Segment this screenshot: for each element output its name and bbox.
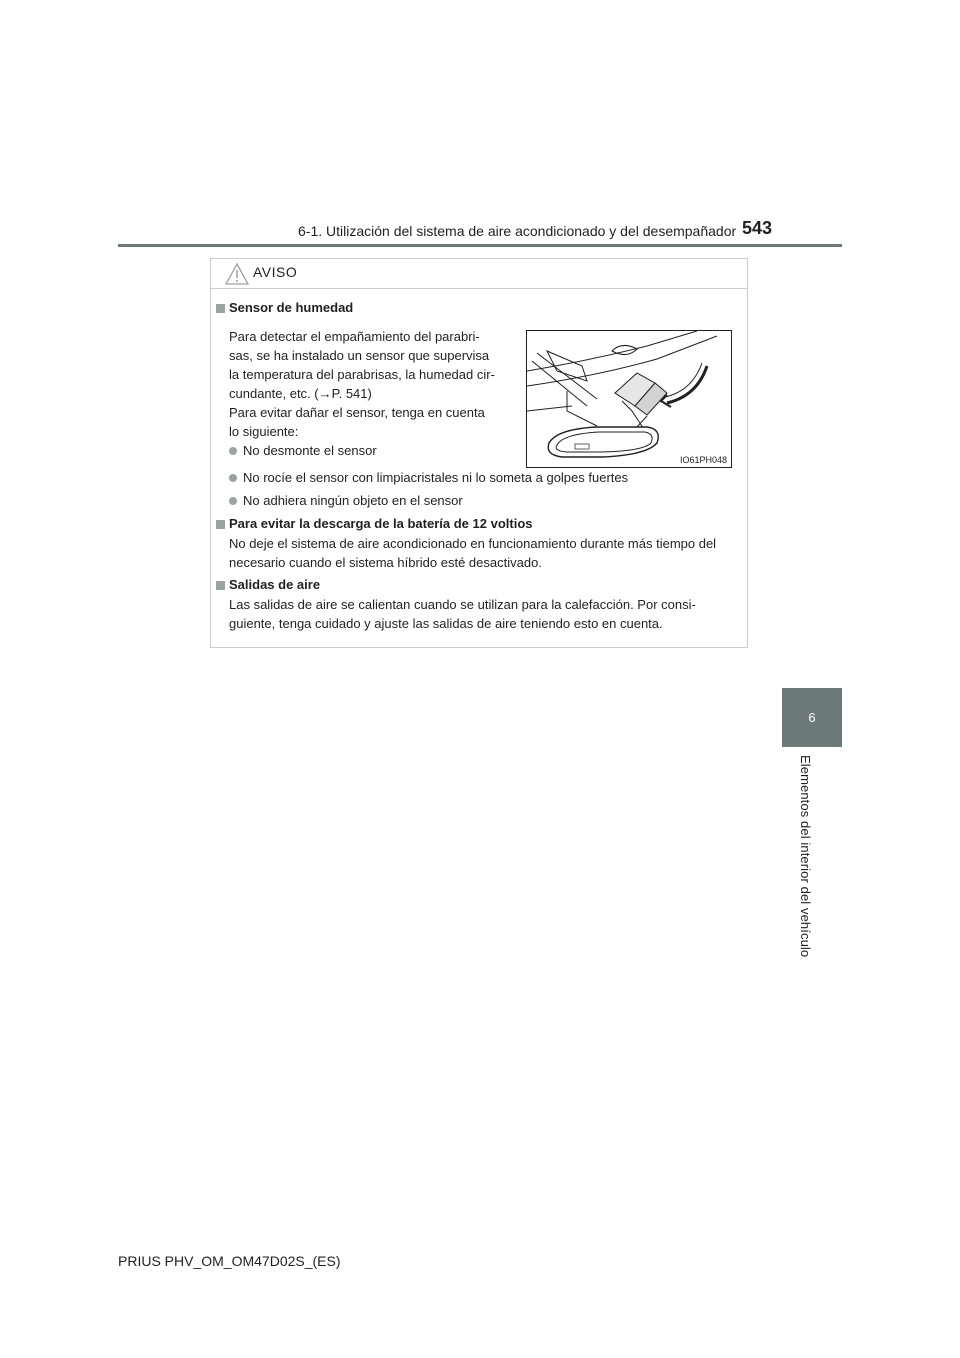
text-line: lo siguiente:	[229, 424, 299, 439]
bullet-dot	[229, 497, 237, 505]
paragraph-sensor-description	[229, 327, 515, 403]
chapter-tab	[782, 688, 842, 747]
text-line: cundante, etc. (→P. 541)	[229, 386, 372, 401]
paragraph-air-outlets	[229, 595, 740, 633]
bullet-dot	[229, 474, 237, 482]
text-line: No deje el sistema de aire acondicionado en funcionamiento durante más tiempo del	[229, 536, 717, 551]
bullet-item: No adhiera ningún objeto en el sensor	[243, 493, 463, 508]
text-line: Las salidas de aire se calientan cuando se utilizan para la calefacción. Por consi-	[229, 597, 696, 612]
warning-header	[211, 259, 747, 289]
chapter-number: 6	[808, 710, 816, 725]
text-line: sas, se ha instalado un sensor que supervisa	[229, 348, 490, 363]
header-section-title: 6-1. Utilización del sistema de aire acondicionado y del desempañador	[298, 223, 737, 239]
text-line: Para detectar el empañamiento del parabri-	[229, 329, 480, 344]
text-line: la temperatura del parabrisas, la humedad cir-	[229, 367, 495, 382]
header-rule	[118, 244, 842, 247]
warning-title: AVISO	[253, 264, 298, 280]
section-marker	[216, 581, 225, 590]
humidity-sensor-figure	[526, 330, 732, 468]
text-line: guiente, tenga cuidado y ajuste las salidas de aire teniendo esto en cuenta.	[229, 616, 663, 631]
paragraph-sensor-precautions	[229, 403, 515, 441]
chapter-side-label: Elementos del interior del vehículo	[798, 755, 813, 958]
paragraph-battery	[229, 534, 740, 572]
mirror-sensor-illustration	[527, 331, 732, 468]
text-line: necesario cuando el sistema híbrido esté desactivado.	[229, 555, 542, 570]
section-marker	[216, 520, 225, 529]
section-heading-air-outlets: Salidas de aire	[229, 577, 321, 592]
section-heading-battery: Para evitar la descarga de la batería de 12 voltios	[229, 516, 533, 531]
warning-triangle-icon	[225, 263, 249, 285]
footer-doc-code: PRIUS PHV_OM_OM47D02S_(ES)	[118, 1253, 341, 1269]
bullet-dot	[229, 447, 237, 455]
bullet-item: No rocíe el sensor con limpiacristales ni lo someta a golpes fuertes	[243, 470, 629, 485]
section-marker	[216, 304, 225, 313]
section-heading-humidity-sensor: Sensor de humedad	[229, 300, 354, 315]
text-line: Para evitar dañar el sensor, tenga en cuenta	[229, 405, 485, 420]
bullet-item: No desmonte el sensor	[243, 443, 377, 458]
figure-code: IO61PH048	[679, 455, 727, 465]
page-number: 543	[742, 218, 773, 238]
